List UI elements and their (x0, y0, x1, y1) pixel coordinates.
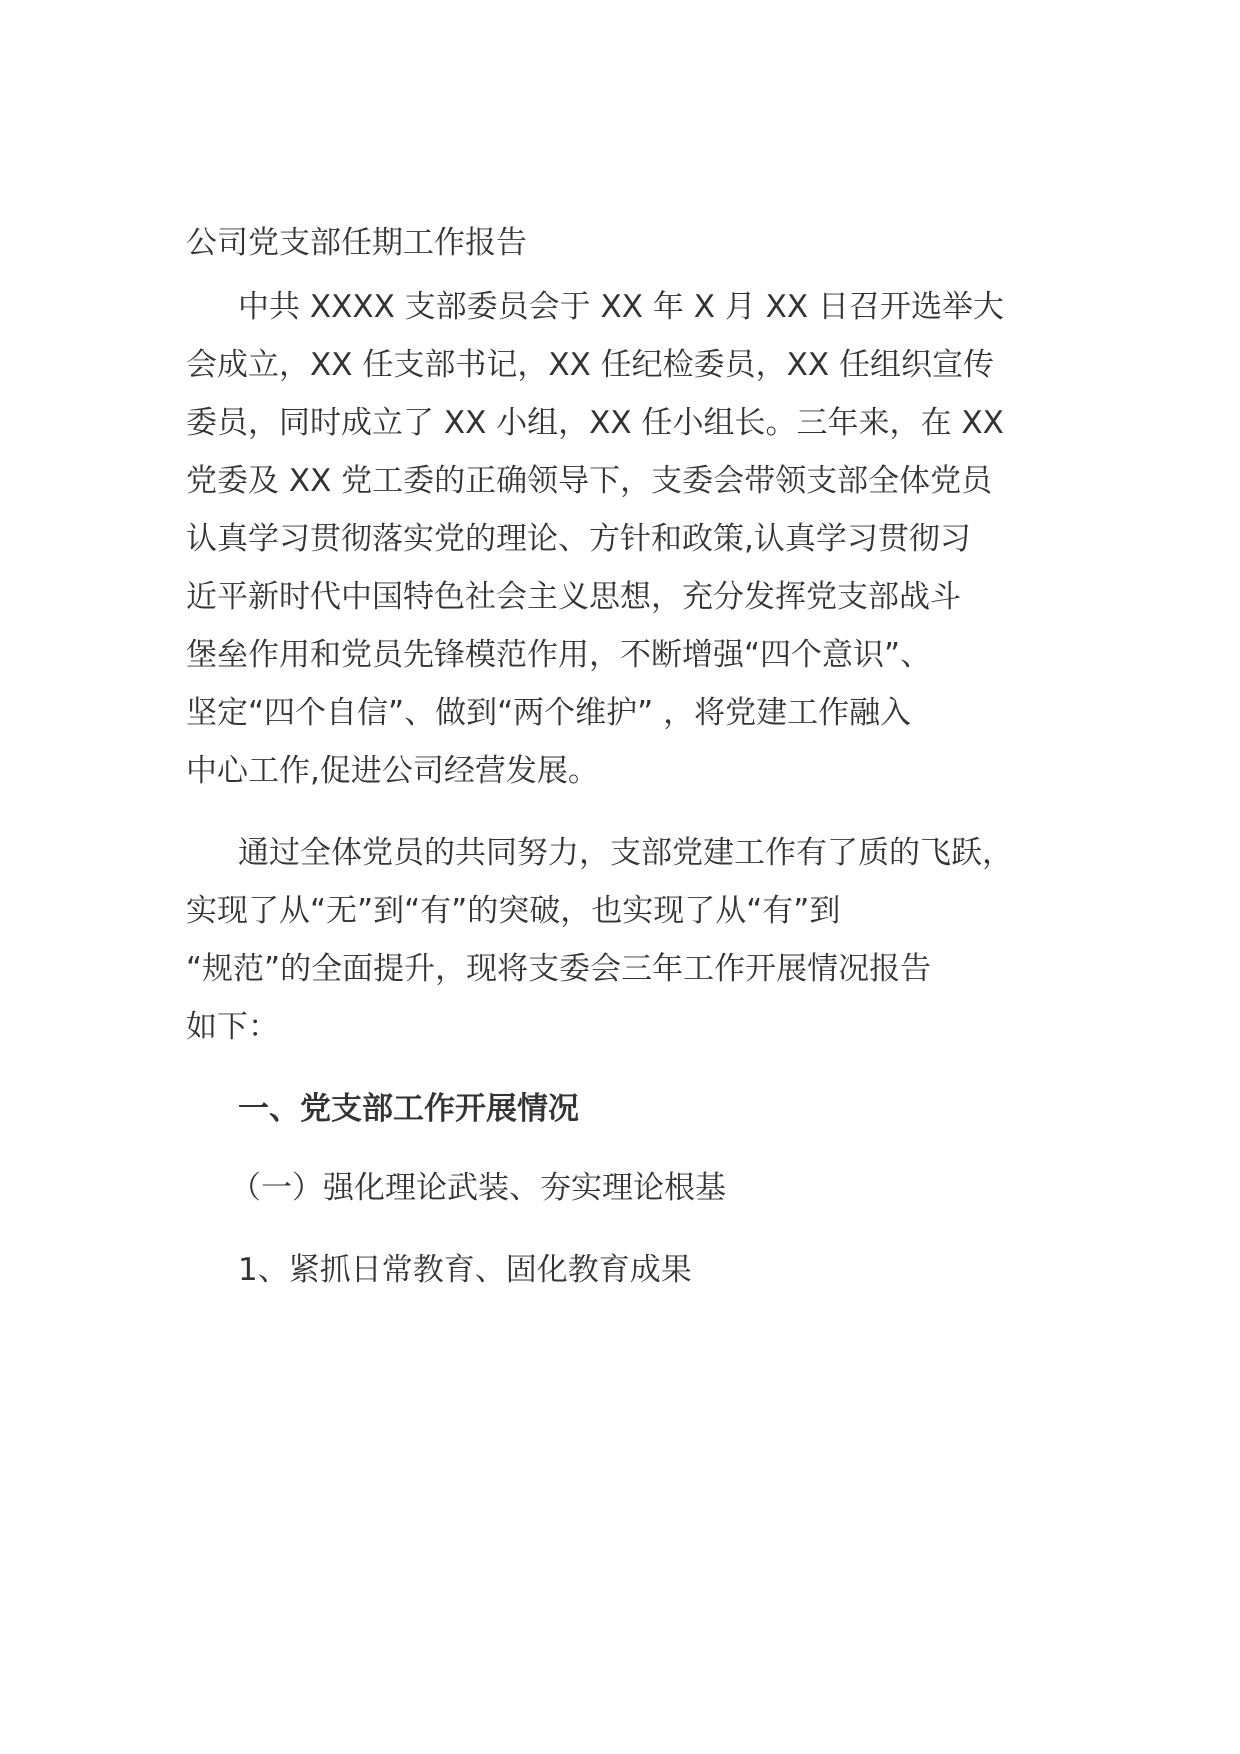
paragraph-line: 会成立，XX 任支部书记，XX 任纪检委员，XX 任组织宣传 (186, 347, 994, 383)
subsection-heading: （一）强化理论武装、夯实理论根基 (230, 1170, 726, 1206)
paragraph-line: 中共 XXXX 支部委员会于 XX 年 X 月 XX 日召开选举大 (238, 289, 1004, 325)
section-heading: 一、党支部工作开展情况 (238, 1091, 579, 1127)
paragraph-line: 如下： (186, 1009, 279, 1045)
document-title: 公司党支部任期工作报告 (186, 225, 527, 261)
paragraph-line: 委员，同时成立了 XX 小组，XX 任小组长。三年来，在 XX (186, 405, 1004, 441)
item-heading: 1、紧抓日常教育、固化教育成果 (238, 1252, 692, 1288)
paragraph-line: 中心工作,促进公司经营发展。 (186, 753, 599, 789)
paragraph-line: 通过全体党员的共同努力，支部党建工作有了质的飞跃， (238, 835, 1013, 871)
paragraph-line: “规范”的全面提升，现将支委会三年工作开展情况报告 (186, 951, 932, 987)
paragraph-line: 党委及 XX 党工委的正确领导下，支委会带领支部全体党员 (186, 463, 993, 499)
paragraph-line: 认真学习贯彻落实党的理论、方针和政策,认真学习贯彻习 (186, 521, 971, 557)
paragraph-line: 坚定“四个自信”、做到“两个维护” ，将党建工作融入 (186, 695, 912, 731)
paragraph-line: 实现了从“无”到“有”的突破，也实现了从“有”到 (186, 893, 841, 929)
paragraph-line: 近平新时代中国特色社会主义思想，充分发挥党支部战斗 (186, 579, 961, 615)
paragraph-line: 堡垒作用和党员先锋模范作用，不断增强“四个意识”、 (186, 637, 932, 673)
